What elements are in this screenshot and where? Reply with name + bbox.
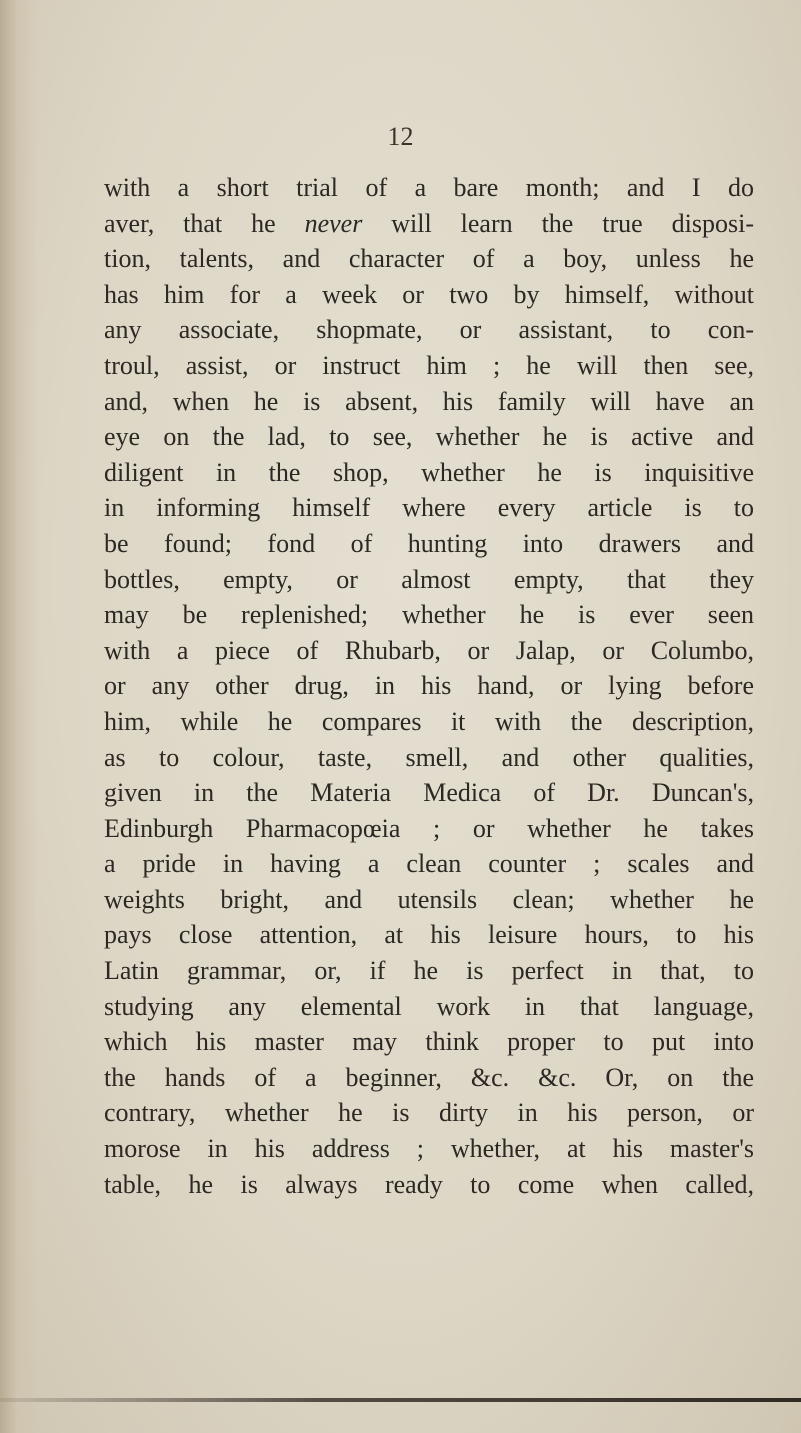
text-line — [104, 953, 754, 989]
text-run: aver, that he — [104, 208, 305, 238]
text-run: in informing himself where every article is to — [104, 493, 754, 523]
text-line — [104, 526, 754, 562]
text-line — [104, 846, 754, 882]
text-line — [104, 170, 754, 206]
text-run: or any other drug, in his hand, or lying before — [104, 671, 754, 701]
text-run: table, he is always ready to come when called, — [104, 1169, 754, 1199]
text-line — [104, 775, 754, 811]
text-line — [104, 1095, 754, 1131]
text-run: with a short trial of a bare month; and I do — [104, 173, 754, 202]
text-run: troul, assist, or instruct him ; he will then see, — [104, 350, 754, 380]
bottom-edge-rule — [0, 1398, 801, 1402]
text-line — [104, 277, 754, 313]
text-run: weights bright, and utensils clean; whether he — [104, 884, 754, 914]
text-run: pays close attention, at his leisure hours, to his — [104, 920, 754, 950]
text-run: Edinburgh Pharmacopœia ; or whether he takes — [104, 813, 754, 843]
body-text — [104, 170, 754, 1202]
text-line — [104, 348, 754, 384]
text-run: studying any elemental work in that language, — [104, 991, 754, 1021]
text-run: has him for a week or two by himself, without — [104, 279, 754, 309]
text-line — [104, 206, 754, 242]
text-run: Latin grammar, or, if he is perfect in that, to — [104, 956, 754, 986]
text-run: bottles, empty, or almost empty, that they — [104, 564, 754, 594]
text-run: given in the Materia Medica of Dr. Duncan's, — [104, 778, 754, 808]
text-line — [104, 668, 754, 704]
text-run: morose in his address ; whether, at his master's — [104, 1134, 754, 1164]
text-line — [104, 419, 754, 455]
text-run: will learn the true disposi- — [362, 208, 755, 238]
text-line — [104, 989, 754, 1025]
page-number: 12 — [387, 122, 414, 151]
text-line — [104, 740, 754, 776]
text-run: with a piece of Rhubarb, or Jalap, or Columbo, — [104, 635, 754, 665]
text-line — [104, 241, 754, 277]
text-line — [104, 384, 754, 420]
text-run: which his master may think proper to put into — [104, 1027, 754, 1057]
text-line — [104, 455, 754, 491]
text-line — [104, 1024, 754, 1060]
text-run: him, while he compares it with the description, — [104, 706, 754, 736]
text-run: diligent in the shop, whether he is inquisitive — [104, 457, 754, 487]
text-line — [104, 811, 754, 847]
page-binding-shadow — [0, 0, 38, 1433]
text-line — [104, 597, 754, 633]
text-run: a pride in having a clean counter ; scales and — [104, 849, 754, 879]
text-line — [104, 312, 754, 348]
text-run: contrary, whether he is dirty in his person, or — [104, 1098, 754, 1128]
emphasis-text: never — [304, 208, 363, 238]
text-line — [104, 490, 754, 526]
text-run: any associate, shopmate, or assistant, to con- — [104, 315, 754, 345]
text-line — [104, 562, 754, 598]
text-line — [104, 704, 754, 740]
text-run: be found; fond of hunting into drawers and — [104, 528, 754, 558]
text-line — [104, 1131, 754, 1167]
text-run: the hands of a beginner, &c. &c. Or, on the — [104, 1062, 754, 1092]
text-run: as to colour, taste, smell, and other qualities, — [104, 742, 754, 772]
text-line — [104, 633, 754, 669]
text-run: eye on the lad, to see, whether he is active and — [104, 422, 754, 452]
text-line — [104, 917, 754, 953]
text-line — [104, 1060, 754, 1096]
text-run: and, when he is absent, his family will have an — [104, 386, 754, 416]
text-line — [104, 882, 754, 918]
text-run: may be replenished; whether he is ever seen — [104, 600, 754, 630]
text-line — [104, 1167, 754, 1203]
text-run: tion, talents, and character of a boy, unless he — [104, 244, 754, 274]
